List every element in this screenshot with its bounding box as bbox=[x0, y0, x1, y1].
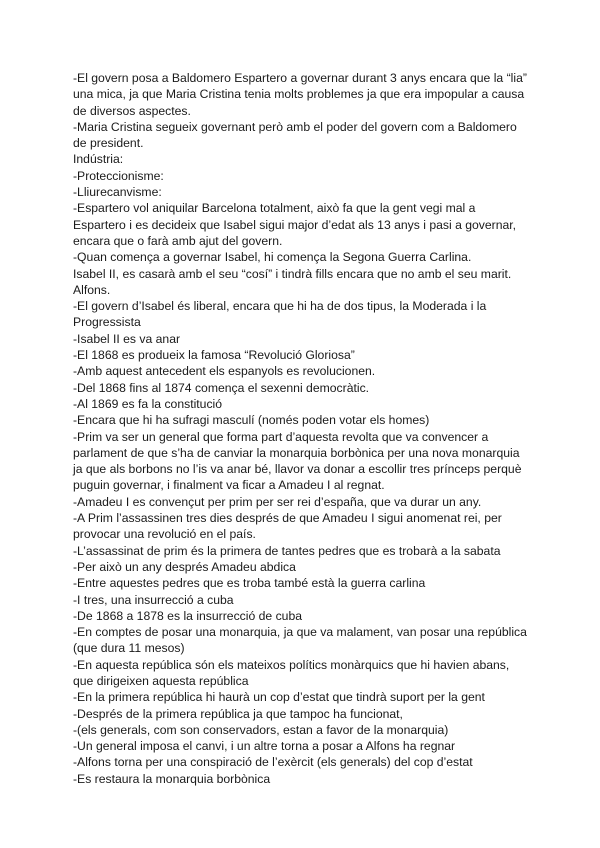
text-line: -Al 1869 es fa la constitució bbox=[73, 396, 223, 411]
text-line: -Proteccionisme: bbox=[73, 168, 164, 183]
text-line: (que dura 11 mesos) bbox=[73, 641, 185, 656]
text-line: -L’assassinat de prim és la primera de tantes pedres que es trobarà a la sabata bbox=[73, 543, 501, 558]
text-line: Espartero i es decideix que Isabel sigui major d’edat als 13 anys i pasi a governar, bbox=[73, 217, 517, 232]
text-line: -Per això un any després Amadeu abdica bbox=[73, 559, 296, 574]
text-line: parlament de que s’ha de canviar la monarquia borbònica per una nova monarquia bbox=[73, 445, 520, 460]
section-heading: Indústria: bbox=[73, 152, 124, 167]
text-line: -El govern d’Isabel és liberal, encara que hi ha de dos tipus, la Moderada i la bbox=[73, 299, 487, 314]
text-line: -Alfons torna per una conspiració de l’exèrcit (els generals) del cop d’estat bbox=[73, 755, 473, 770]
text-line: -Amb aquest antecedent els espanyols es revolucionen. bbox=[73, 364, 376, 379]
text-line: -Entre aquestes pedres que es troba també està la guerra carlina bbox=[73, 576, 426, 591]
text-line: Isabel II, es casarà amb el seu “cosí” i tindrà fills encara que no amb el seu marit. bbox=[73, 266, 512, 281]
text-line: -Després de la primera república ja que tampoc ha funcionat, bbox=[73, 706, 403, 721]
text-line: -En aquesta república són els mateixos polítics monàrquics que hi havien abans, bbox=[73, 657, 510, 672]
text-line: -Quan comença a governar Isabel, hi comença la Segona Guerra Carlina. bbox=[73, 250, 472, 265]
text-line: -Lliurecanvisme: bbox=[73, 185, 162, 200]
text-line: -El 1868 es produeix la famosa “Revolució Gloriosa” bbox=[73, 348, 355, 363]
text-line: puguin governar, i finalment va ficar a Amadeu I al regnat. bbox=[73, 478, 385, 493]
text-line: Progressista bbox=[73, 315, 141, 330]
text-line: -Maria Cristina segueix governant però amb el poder del govern com a Baldomero bbox=[73, 119, 517, 134]
text-line: -Un general imposa el canvi, i un altre torna a posar a Alfons ha regnar bbox=[73, 739, 456, 754]
text-line: Alfons. bbox=[73, 282, 111, 297]
text-line: -Del 1868 fins al 1874 comença el sexenni democràtic. bbox=[73, 380, 370, 395]
text-line: de diversos aspectes. bbox=[73, 103, 191, 118]
text-line: provocar una revolució en el país. bbox=[73, 527, 256, 542]
text-line: una mica, ja que Maria Cristina tenia molts problemes ja que era impopular a causa bbox=[73, 87, 525, 102]
text-line: encara que o farà amb ajut del govern. bbox=[73, 233, 283, 248]
text-line: -Es restaura la monarquia borbònica bbox=[73, 771, 271, 786]
text-line: de president. bbox=[73, 136, 144, 151]
text-line: -En la primera república hi haurà un cop d’estat que tindrà suport per la gent bbox=[73, 690, 485, 705]
text-line: -De 1868 a 1878 es la insurrecció de cuba bbox=[73, 608, 302, 623]
text-line: -En comptes de posar una monarquia, ja que va malament, van posar una república bbox=[73, 625, 527, 640]
text-line: -Encara que hi ha sufragi masculí (només poden votar els homes) bbox=[73, 413, 430, 428]
text-line: -Espartero vol aniquilar Barcelona totalment, això fa que la gent vegi mal a bbox=[73, 201, 476, 216]
text-line: que dirigeixen aquesta república bbox=[73, 673, 249, 688]
text-line: -I tres, una insurrecció a cuba bbox=[73, 592, 234, 607]
text-line: -(els generals, com son conservadors, estan a favor de la monarquia) bbox=[73, 722, 449, 737]
text-line: ja que als borbons no l’is va anar bé, llavor va donar a escollir tres prínceps perquè bbox=[73, 462, 522, 477]
text-line: -Isabel II es va anar bbox=[73, 331, 181, 346]
document-body bbox=[73, 70, 543, 787]
text-line: -El govern posa a Baldomero Espartero a governar durant 3 anys encara que la “lia” bbox=[73, 71, 527, 85]
text-line: -A Prim l’assassinen tres dies després de que Amadeu I sigui anomenat rei, per bbox=[73, 511, 502, 526]
text-line: -Amadeu I es convençut per prim per ser rei d’españa, que va durar un any. bbox=[73, 494, 482, 509]
text-line: -Prim va ser un general que forma part d’aquesta revolta que va convencer a bbox=[73, 429, 489, 444]
